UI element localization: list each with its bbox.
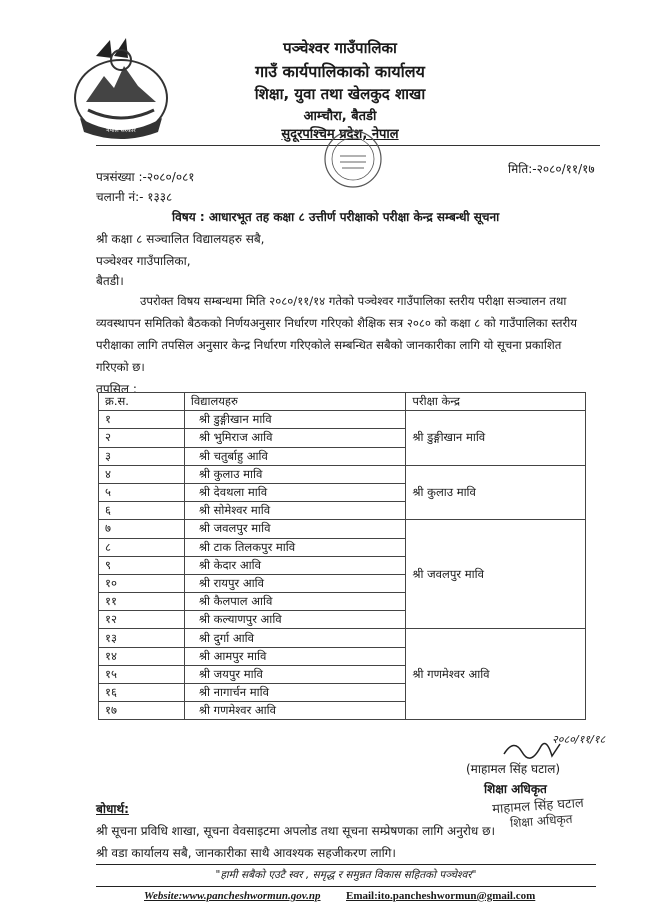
header-schools: विद्यालयहरु	[184, 393, 406, 411]
exam-center-cell: श्री डुङ्गीखान मावि	[406, 411, 586, 466]
table-row	[99, 629, 586, 647]
row-school: श्री चतुर्बाहु आवि	[184, 447, 406, 465]
footer-divider-2	[96, 886, 596, 887]
row-sn: १५	[99, 665, 185, 683]
row-school: श्री भुमिराज आवि	[184, 429, 406, 447]
row-school: श्री दुर्गा आवि	[184, 629, 406, 647]
row-sn: ३	[99, 447, 185, 465]
body-line-3: परीक्षाका लागि तपसिल अनुसार केन्द्र निर्धारण गरिएकोले सम्बन्धित सबैको जानकारीका लागि यो सूचना प्रकाशित	[96, 338, 562, 352]
row-sn: १६	[99, 684, 185, 702]
body-line-1: उपरोक्त विषय सम्बन्धमा मिति २०८०/११/१४ गतेको पञ्चेश्वर गाउँपालिका स्तरीय परीक्षा सञ्चालन तथा	[140, 294, 567, 308]
row-school: श्री कल्याणपुर आवि	[184, 611, 406, 629]
row-sn: १	[99, 411, 185, 429]
row-sn: १७	[99, 702, 185, 720]
row-sn: ११	[99, 593, 185, 611]
row-sn: १३	[99, 629, 185, 647]
table-header-row	[99, 393, 586, 411]
province-name: सुदूरपश्चिम प्रदेश, नेपाल	[281, 127, 399, 142]
header-center: परीक्षा केन्द्र	[406, 393, 586, 411]
tapsil-label: तपसिल :	[96, 382, 137, 396]
row-sn: ९	[99, 556, 185, 574]
row-sn: ४	[99, 465, 185, 483]
row-sn: १०	[99, 574, 185, 592]
emblem-icon	[66, 36, 176, 140]
recipient-line-1: श्री कक्षा ८ सञ्चालित विद्यालयहरु सबै,	[96, 232, 265, 246]
exam-center-cell: श्री जवलपुर मावि	[406, 520, 586, 629]
body-line-2: व्यवस्थापन समितिको बैठकको निर्णयअनुसार निर्धारण गरिएको शैक्षिक सत्र २०८० को कक्षा ८ को गाउँपालिका स्तरीय	[96, 316, 577, 330]
row-sn: ६	[99, 502, 185, 520]
row-school: श्री कुलाउ मावि	[184, 465, 406, 483]
office-location: आम्चौरा, बैतडी	[303, 109, 377, 124]
exam-center-cell: श्री गणमेश्वर आवि	[406, 629, 586, 720]
row-school: श्री जवलपुर मावि	[184, 520, 406, 538]
signature-stamp-name: माहामल सिंह घटाल	[491, 795, 585, 818]
office-stamp	[322, 128, 384, 190]
municipality-name: पञ्चेश्वर गाउँपालिका	[283, 39, 397, 57]
footer-email: Email:ito.pancheshwormun@gmail.com	[346, 890, 536, 902]
signatory-name: (माहामल सिंह घटाल)	[466, 762, 561, 776]
row-school: श्री देवथला मावि	[184, 483, 406, 501]
row-school: श्री गणमेश्वर आवि	[184, 702, 406, 720]
subject: विषय : आधारभूत तह कक्षा ८ उत्तीर्ण परीक्षाको परीक्षा केन्द्र सम्बन्धी सूचना	[172, 210, 500, 224]
footer-motto: "हामी सबैको एउटै स्वर , समृद्ध र समुन्नत विकास सहितको पञ्चेश्वर"	[215, 869, 477, 881]
cc-line-1: श्री सूचना प्रविधि शाखा, सूचना वेवसाइटमा अपलोड तथा सूचना सम्प्रेषणका लागि अनुरोध छ।	[96, 824, 496, 838]
signature-stamp-title: शिक्षा अधिकृत	[509, 811, 573, 831]
reference-number: पत्रसंख्या :-२०८०/०८१	[96, 170, 195, 184]
table-row	[99, 465, 586, 483]
table-row	[99, 411, 586, 429]
signatory-title: शिक्षा अधिकृत	[484, 782, 547, 796]
row-sn: ५	[99, 483, 185, 501]
footer-website: Website:www.pancheshwormun.gov.np	[144, 890, 321, 902]
recipient-line-2: पञ्चेश्वर गाउँपालिका,	[96, 254, 191, 268]
row-sn: ८	[99, 538, 185, 556]
exam-center-cell: श्री कुलाउ मावि	[406, 465, 586, 520]
emblem-text: नेपाल सरकार	[106, 127, 136, 134]
recipient-line-3: बैतडी।	[96, 274, 124, 288]
table-row	[99, 520, 586, 538]
row-school: श्री कैलपाल आवि	[184, 593, 406, 611]
cc-line-2: श्री वडा कार्यालय सबै, जानकारीका साथै आवश्यक सहजीकरण लागि।	[96, 846, 396, 860]
header-sn: क्र.स.	[99, 393, 185, 411]
row-school: श्री रायपुर आवि	[184, 574, 406, 592]
row-sn: ७	[99, 520, 185, 538]
row-sn: १४	[99, 647, 185, 665]
body-line-4: गरिएको छ।	[96, 360, 145, 374]
row-school: श्री आमपुर मावि	[184, 647, 406, 665]
row-school: श्री टाक तिलकपुर मावि	[184, 538, 406, 556]
government-emblem	[66, 36, 176, 140]
row-school: श्री डुङ्गीखान मावि	[184, 411, 406, 429]
row-school: श्री सोमेश्वर मावि	[184, 502, 406, 520]
exam-center-table	[98, 392, 586, 720]
section-name: शिक्षा, युवा तथा खेलकुद शाखा	[254, 85, 426, 103]
footer-divider	[96, 864, 596, 865]
cc-label: बोधार्थ:	[96, 802, 129, 816]
signature-date: २०८०/११/१८	[552, 733, 606, 746]
row-school: श्री केदार आवि	[184, 556, 406, 574]
row-school: श्री नागार्चन मावि	[184, 684, 406, 702]
round-stamp-icon	[322, 128, 384, 190]
row-sn: २	[99, 429, 185, 447]
row-sn: १२	[99, 611, 185, 629]
letter-date: मिति:-२०८०/११/१७	[508, 162, 595, 176]
row-school: श्री जयपुर मावि	[184, 665, 406, 683]
dispatch-number: चलानी नं:- १३३८	[96, 190, 173, 204]
office-name: गाउँ कार्यपालिकाको कार्यालय	[255, 62, 425, 81]
